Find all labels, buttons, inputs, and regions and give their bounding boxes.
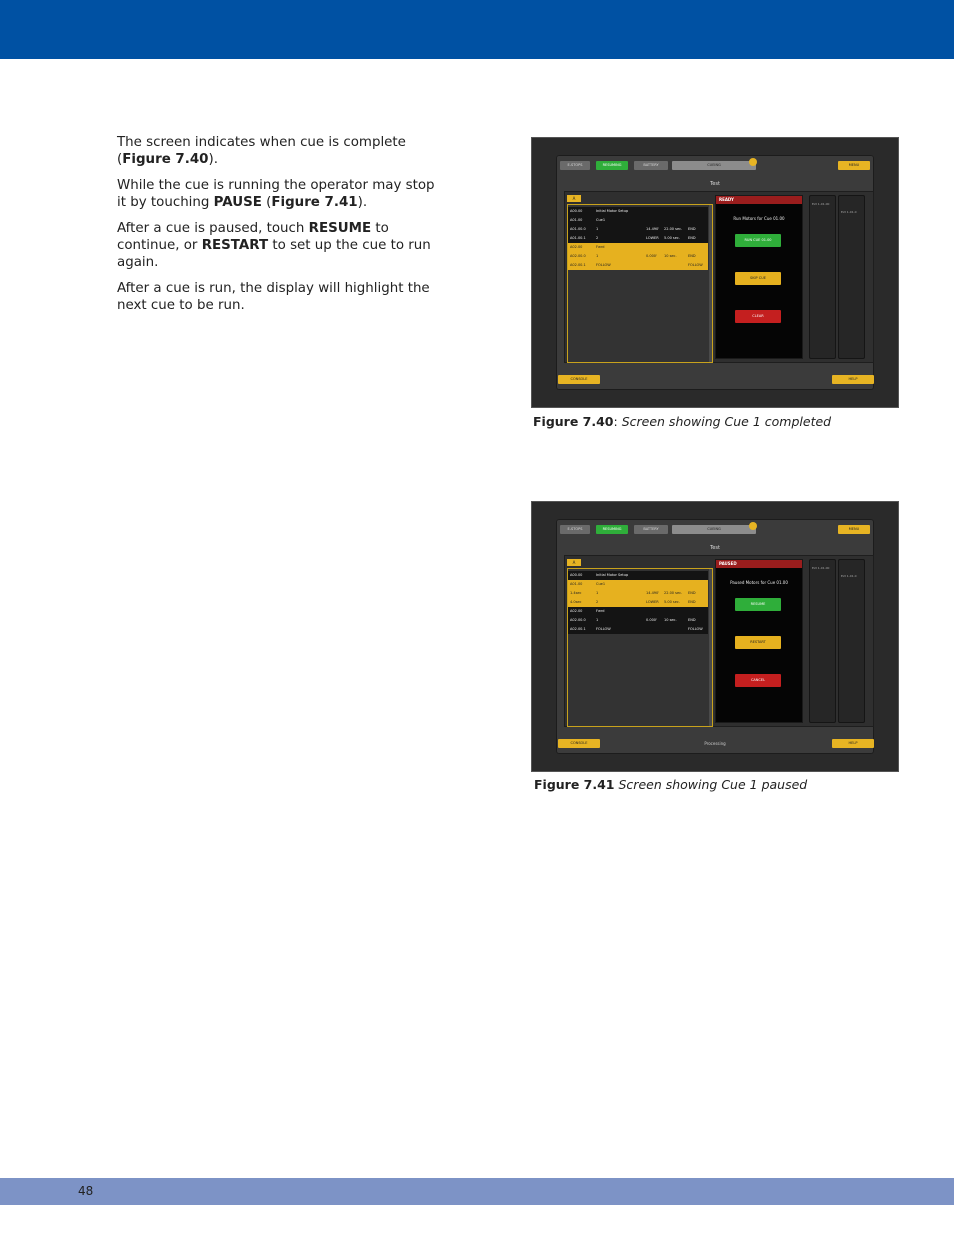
status-message: Paused Motors for Cue 01.00 — [730, 580, 788, 585]
cue-row — [568, 207, 708, 216]
cancel-button: CANCEL — [735, 674, 781, 687]
cue-cell: FOLLOW — [596, 627, 611, 631]
p1-paren: ( — [117, 152, 123, 167]
cue-cell: 1 — [596, 227, 599, 231]
p1-text: The screen indicates when cue is complete — [117, 135, 406, 150]
cue-cell: 4.0sec — [570, 600, 582, 604]
help-button: HELP — [832, 739, 874, 748]
cue-cell: 5.00 sec. — [664, 600, 680, 604]
p2-paren-close: ). — [357, 195, 368, 210]
tab-menu: MENU — [838, 525, 870, 534]
caption-sep: : — [613, 414, 622, 429]
cue-row — [568, 607, 708, 616]
cue-cell: 14.490' — [646, 591, 660, 595]
cue-cell: A01.00.0 — [570, 227, 586, 231]
meter-2 — [838, 195, 865, 359]
cue-list — [567, 568, 713, 727]
p1-paren-close: ). — [208, 152, 218, 167]
p3-text-b: to continue, or — [117, 221, 389, 253]
cue-cell: 14.490' — [646, 227, 660, 231]
paragraph-4: After a cue is run, the display will highlight the next cue to be run. — [117, 281, 430, 313]
status-panel — [715, 195, 803, 359]
cue-cell: 1 — [596, 618, 599, 622]
cue-cell: 0.000' — [646, 254, 657, 258]
cue-row — [568, 216, 708, 225]
cue-row — [568, 616, 708, 625]
figure-ref-7-41: Figure 7.41 — [271, 195, 358, 210]
skip-cue-button: SKIP CUE — [735, 272, 781, 285]
cue-cell: END — [688, 254, 696, 258]
tab-resuming: RESUMING — [596, 525, 628, 534]
header-bar — [0, 0, 954, 59]
cue-cell: LOWER — [646, 236, 659, 240]
cue-cell: 0.000' — [646, 618, 657, 622]
tab-menu: MENU — [838, 161, 870, 170]
meter-1-label: Ext 1-01.00 — [812, 202, 830, 206]
cue-cell: 1.4sec — [570, 591, 582, 595]
tab-cueing: CUEING — [672, 161, 756, 170]
list-tab-a: A — [567, 195, 581, 202]
cue-cell: A02.00.1 — [570, 627, 586, 631]
cue-indicator-icon — [749, 522, 757, 530]
cue-row — [568, 234, 708, 243]
cue-cell: END — [688, 618, 696, 622]
meter-2-label: Ext 1-01.0 — [841, 574, 857, 578]
cue-indicator-icon — [749, 158, 757, 166]
cue-cell: Initial Motor Setup — [596, 209, 629, 213]
caption-label: Figure 7.41 — [534, 777, 615, 792]
touch-screen — [556, 519, 874, 754]
cue-cell: A00.00 — [570, 209, 583, 213]
cue-row — [568, 571, 708, 580]
resume-keyword: RESUME — [308, 221, 372, 236]
restart-button: RESTART — [735, 636, 781, 649]
tab-estops: E-STOPS — [560, 525, 590, 534]
figure-7-41-screenshot — [531, 501, 899, 772]
show-title: Test — [710, 545, 720, 551]
p3-text-c: to set up the cue to run again. — [117, 238, 431, 270]
cue-row — [568, 598, 708, 607]
p3-text-a: After a cue is paused, touch — [117, 221, 309, 236]
run-cue-button: RUN CUE 01.00 — [735, 234, 781, 247]
meter-1-label: Ext 1-01.00 — [812, 566, 830, 570]
cue-cell: A02.00.1 — [570, 263, 586, 267]
show-title: Test — [710, 181, 720, 187]
cue-row — [568, 261, 708, 270]
figure-ref-7-40: Figure 7.40 — [122, 152, 209, 167]
cue-cell: A02.00 — [570, 245, 583, 249]
cue-cell: FOLLOW — [688, 627, 703, 631]
cue-panel — [564, 191, 874, 363]
page-number: 48 — [78, 1184, 94, 1198]
cue-cell: LOWER — [646, 600, 659, 604]
cue-cell: Initial Motor Setup — [596, 573, 629, 577]
cue-cell: A02.00 — [570, 609, 583, 613]
tab-battery: BATTERY — [634, 525, 668, 534]
cue-cell: A01.00.1 — [570, 236, 586, 240]
restart-keyword: RESTART — [201, 238, 269, 253]
cue-cell: 22.00 sec. — [664, 227, 683, 231]
cue-cell: FOLLOW — [688, 263, 703, 267]
figure-7-40-screenshot — [531, 137, 899, 408]
cue-cell: 2 — [596, 600, 599, 604]
caption-text: Screen showing Cue 1 completed — [621, 414, 832, 429]
paragraph-1 — [117, 134, 437, 168]
state-label: READY — [716, 196, 802, 204]
cue-cell: END — [688, 591, 696, 595]
cue-cell: A01.00 — [570, 582, 583, 586]
list-scrollbar — [709, 569, 712, 726]
caption-label: Figure 7.40 — [533, 414, 614, 429]
cue-cell: Fwrd — [596, 609, 605, 613]
cue-cell: 1 — [596, 591, 599, 595]
cue-row — [568, 243, 708, 252]
figure-7-41-caption — [534, 777, 807, 792]
pause-keyword: PAUSE — [213, 195, 262, 210]
cue-cell: 5.00 sec. — [664, 236, 680, 240]
cue-cell: END — [688, 236, 696, 240]
meter-2 — [838, 559, 865, 723]
cue-cell: Fwrd — [596, 245, 605, 249]
cue-cell: END — [688, 600, 696, 604]
cue-cell: 2 — [596, 236, 599, 240]
body-text — [117, 134, 437, 323]
resume-button: RESUME — [735, 598, 781, 611]
tab-estops: E-STOPS — [560, 161, 590, 170]
paragraph-2 — [117, 177, 437, 211]
cue-cell: END — [688, 227, 696, 231]
cue-cell: Cue1 — [596, 218, 606, 222]
meter-1 — [809, 195, 836, 359]
cue-cell: A02.00.0 — [570, 618, 586, 622]
tab-resuming: RESUMING — [596, 161, 628, 170]
cue-cell: 10 sec. — [664, 254, 677, 258]
status-message: Run Motors for Cue 01.00 — [733, 216, 785, 221]
cue-cell: A02.00.0 — [570, 254, 586, 258]
cue-row — [568, 625, 708, 634]
status-panel — [715, 559, 803, 723]
meter-2-label: Ext 1-01.0 — [841, 210, 857, 214]
cue-row — [568, 252, 708, 261]
p2-paren: ( — [261, 195, 272, 210]
cue-list — [567, 204, 713, 363]
help-button: HELP — [832, 375, 874, 384]
touch-screen — [556, 155, 874, 390]
p2-text: While the cue is running the operator may stop it by touching — [117, 178, 435, 210]
console-button: CONSOLE — [558, 375, 600, 384]
cue-cell: FOLLOW — [596, 263, 611, 267]
tab-cueing: CUEING — [672, 525, 756, 534]
tab-battery: BATTERY — [634, 161, 668, 170]
cue-row — [568, 580, 708, 589]
cue-cell: Cue1 — [596, 582, 606, 586]
cue-cell: 22.00 sec. — [664, 591, 683, 595]
caption-text: Screen showing Cue 1 paused — [618, 777, 808, 792]
cue-row — [568, 225, 708, 234]
processing-status: Processing — [704, 741, 726, 746]
cue-cell: 1 — [596, 254, 599, 258]
cue-cell: A00.00 — [570, 573, 583, 577]
paragraph-3 — [117, 220, 437, 271]
cue-cell: A01.00 — [570, 218, 583, 222]
cue-cell: 10 sec. — [664, 618, 677, 622]
figure-7-40-caption — [533, 414, 831, 429]
footer-bar — [0, 1178, 954, 1205]
list-tab-a: A — [567, 559, 581, 566]
state-label: PAUSED — [716, 560, 802, 568]
cue-row — [568, 589, 708, 598]
list-scrollbar — [709, 205, 712, 362]
meter-1 — [809, 559, 836, 723]
console-button: CONSOLE — [558, 739, 600, 748]
clear-button: CLEAR — [735, 310, 781, 323]
cue-panel — [564, 555, 874, 727]
